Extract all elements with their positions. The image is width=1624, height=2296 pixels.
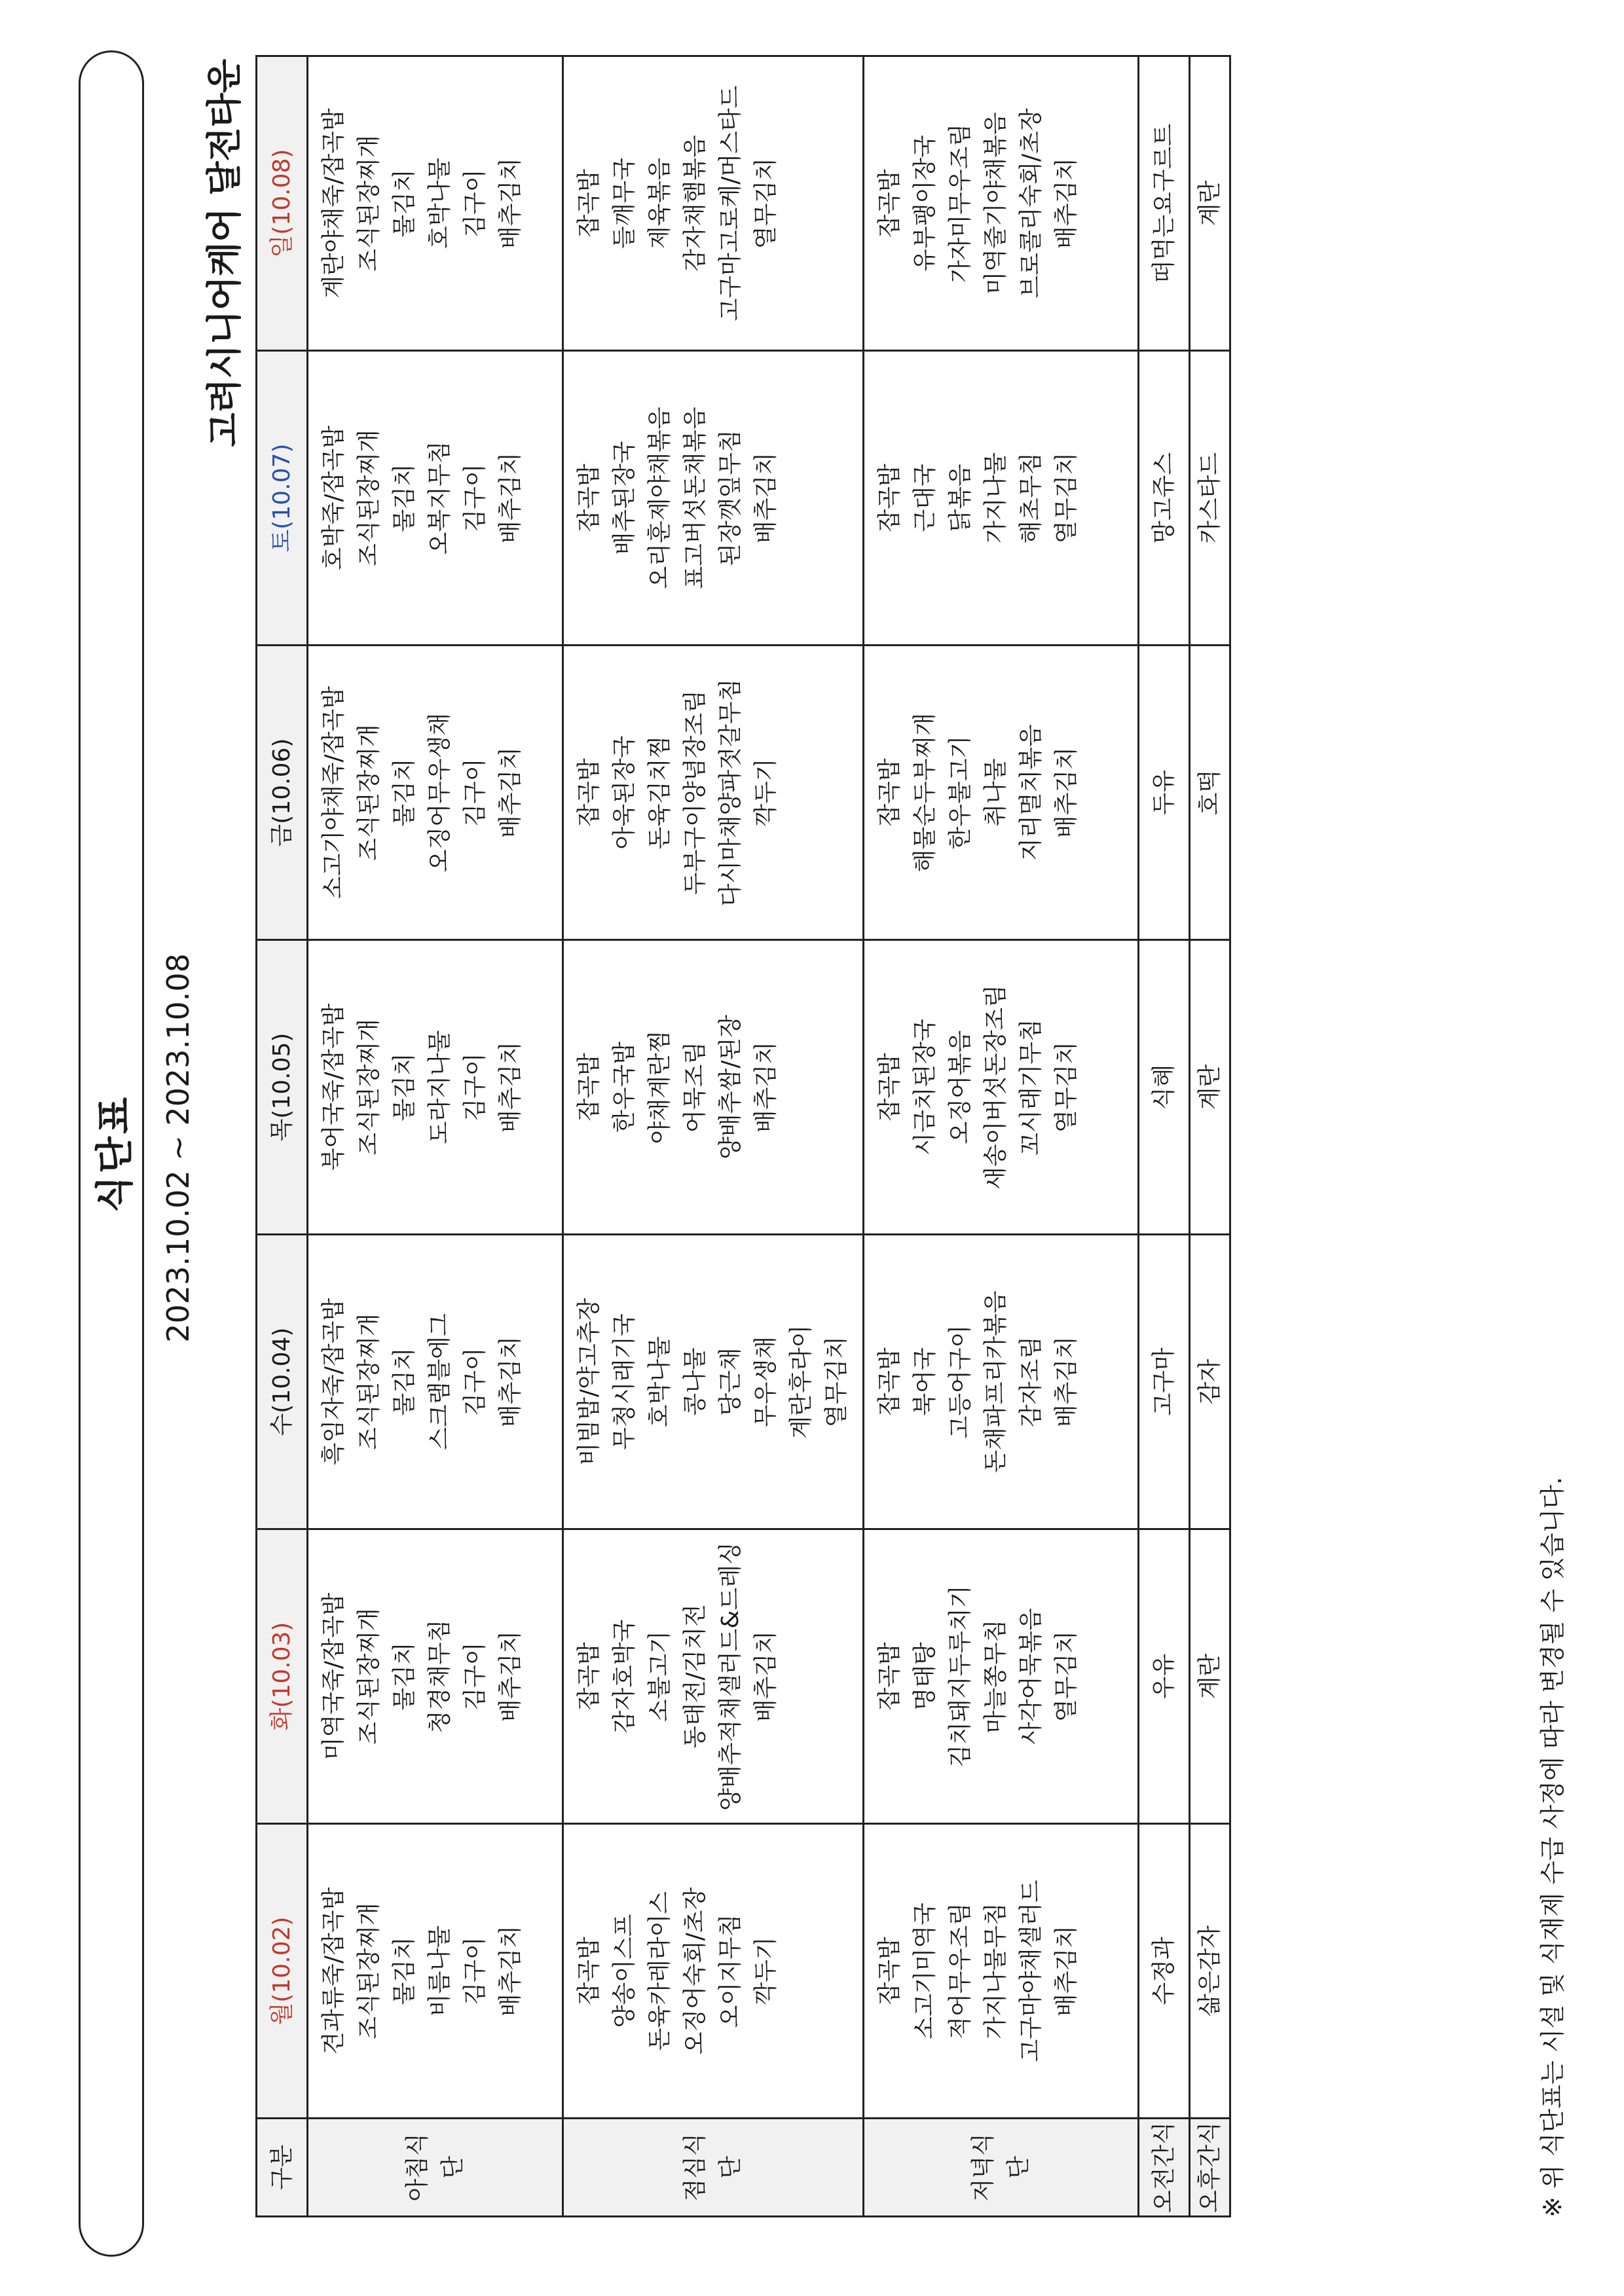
menu-item: 열무김치 — [1053, 452, 1080, 544]
menu-item: 배추김치 — [497, 452, 524, 544]
menu-item: 오복지무침 — [426, 441, 453, 555]
menu-cell — [864, 1235, 1139, 1529]
day-header-row — [257, 56, 308, 2217]
menu-item: 고구마고로케/머스타드 — [717, 85, 744, 321]
menu-item: 오이지무침 — [717, 1914, 744, 2028]
snack-cell: 계란 — [1190, 1529, 1230, 1824]
menu-item: 꼬시래기무침 — [1018, 1019, 1044, 1156]
snack-cell: 두유 — [1139, 646, 1190, 940]
menu-cell — [308, 56, 563, 351]
menu-item: 열무김치 — [1053, 1630, 1080, 1722]
menu-item: 조식된장찌개 — [356, 1903, 382, 2039]
menu-item: 잡곡밥 — [876, 758, 903, 827]
menu-item: 잡곡밥 — [876, 464, 903, 532]
menu-cell — [308, 351, 563, 646]
menu-cell — [864, 1529, 1139, 1824]
menu-item: 배추김치 — [497, 1336, 524, 1428]
menu-item: 어묵조림 — [682, 1041, 709, 1133]
menu-item: 고등어구이 — [947, 1324, 974, 1439]
day-header — [257, 1235, 308, 1529]
menu-item: 감자호박국 — [611, 1619, 638, 1734]
snack-cell: 감자 — [1190, 1235, 1230, 1529]
menu-item: 취나물 — [982, 758, 1009, 827]
menu-item: 잡곡밥 — [576, 1937, 602, 2005]
menu-item: 브로콜리숙회/초장 — [1018, 108, 1044, 299]
corner-cell: 구분 — [257, 2119, 308, 2217]
menu-item: 배추김치 — [1053, 1336, 1080, 1428]
menu-item: 유부팽이장국 — [912, 135, 938, 272]
menu-item: 배추김치 — [752, 1630, 779, 1722]
menu-item: 오징어숙회/초장 — [682, 1887, 709, 2055]
menu-item: 청경채무침 — [426, 1619, 453, 1734]
menu-cell — [864, 351, 1139, 646]
day-header — [257, 351, 308, 646]
menu-item: 동태전/김치전 — [682, 1604, 709, 1749]
menu-item: 물김치 — [391, 169, 418, 238]
day-label: 토(10.07) — [268, 443, 295, 553]
menu-item: 도라지나물 — [426, 1030, 453, 1144]
menu-item: 들깨무국 — [611, 157, 638, 249]
menu-item: 마늘쫑무침 — [982, 1619, 1009, 1734]
day-header — [257, 1529, 308, 1824]
menu-item: 김치돼지두루치기 — [947, 1585, 974, 1768]
menu-item: 잡곡밥 — [876, 1053, 903, 1121]
menu-item: 물김치 — [391, 1053, 418, 1121]
menu-item: 두부구이양념장조림 — [682, 690, 709, 895]
menu-item: 된장깻잎무침 — [717, 429, 744, 566]
menu-item: 조식된장찌개 — [356, 724, 382, 861]
snack-cell: 카스타드 — [1190, 351, 1230, 646]
menu-item: 해초무침 — [1018, 452, 1044, 544]
menu-cell — [563, 1235, 864, 1529]
menu-item: 깍두기 — [752, 758, 779, 827]
menu-item: 김구이 — [462, 464, 489, 532]
menu-item: 당근채 — [717, 1347, 744, 1416]
menu-item: 배추김치 — [497, 1041, 524, 1133]
menu-item: 닭볶음 — [947, 464, 974, 532]
menu-table — [255, 55, 1231, 2217]
menu-item: 물김치 — [391, 1642, 418, 1711]
menu-cell — [308, 1824, 563, 2119]
row-label: 아침식단 — [308, 2119, 563, 2217]
snack-cell: 호떡 — [1190, 646, 1230, 940]
menu-item: 잡곡밥 — [576, 1642, 602, 1711]
menu-item: 돈채파프리카볶음 — [982, 1290, 1009, 1473]
menu-item: 잡곡밥 — [876, 1642, 903, 1711]
menu-item: 양배추적채샐러드&드레싱 — [717, 1542, 744, 1811]
day-label: 일(10.08) — [268, 149, 295, 258]
menu-item: 조식된장찌개 — [356, 429, 382, 566]
breakfast-row — [308, 56, 563, 2217]
menu-item: 다시마채양파젓갈무침 — [717, 678, 744, 907]
menu-item: 계란야채죽/잡곡밥 — [320, 108, 347, 299]
menu-item: 미역국죽/잡곡밥 — [320, 1592, 347, 1760]
menu-item: 시금치된장국 — [912, 1019, 938, 1156]
menu-item: 아욱된장국 — [611, 735, 638, 850]
menu-item: 표고버섯돈채볶음 — [682, 407, 709, 589]
menu-item: 지리멸치볶음 — [1018, 724, 1044, 861]
menu-item: 흑임자죽/잡곡밥 — [320, 1298, 347, 1466]
menu-item: 소고기미역국 — [912, 1903, 938, 2039]
menu-cell — [864, 940, 1139, 1235]
menu-cell — [308, 1529, 563, 1824]
menu-cell — [308, 646, 563, 940]
row-label: 오후간식 — [1190, 2119, 1230, 2217]
menu-item: 열무김치 — [1053, 1041, 1080, 1133]
menu-item: 돈육카레라이스 — [646, 1891, 673, 2051]
footnote: ※ 위 식단표는 시설 및 식재제 수급 사정에 따라 변경될 수 있습니다. — [1538, 1476, 1567, 2217]
menu-item: 비빔밥/약고추장 — [576, 1298, 602, 1466]
menu-cell — [563, 1824, 864, 2119]
menu-item: 잡곡밥 — [576, 758, 602, 827]
menu-cell — [308, 940, 563, 1235]
menu-item: 조식된장찌개 — [356, 135, 382, 272]
menu-item: 김구이 — [462, 169, 489, 238]
menu-item: 견과류죽/잡곡밥 — [320, 1887, 347, 2055]
menu-item: 잡곡밥 — [576, 1053, 602, 1121]
snack-cell: 계란 — [1190, 940, 1230, 1235]
menu-item: 가지나물 — [982, 452, 1009, 544]
menu-item: 해물순두부찌개 — [912, 712, 938, 873]
menu-item: 오징어볶음 — [947, 1030, 974, 1144]
day-label: 화(10.03) — [268, 1622, 295, 1731]
menu-cell — [308, 1235, 563, 1529]
snack-cell: 고구마 — [1139, 1235, 1190, 1529]
menu-cell — [864, 56, 1139, 351]
menu-item: 잡곡밥 — [876, 1347, 903, 1416]
menu-item: 북어국죽/잡곡밥 — [320, 1003, 347, 1171]
menu-cell — [563, 940, 864, 1235]
menu-item: 열무김치 — [823, 1336, 850, 1428]
menu-item: 김구이 — [462, 1937, 489, 2005]
menu-item: 양배추쌈/된장 — [717, 1015, 744, 1159]
row-label: 점심식단 — [563, 2119, 864, 2217]
snack-cell: 망고쥬스 — [1139, 351, 1190, 646]
title-banner — [79, 50, 144, 2257]
page-title: 식단표 — [92, 1094, 137, 1213]
menu-item: 새송이버섯돈장조림 — [982, 985, 1009, 1190]
menu-item: 호박나물 — [426, 157, 453, 249]
menu-item: 깍두기 — [752, 1937, 779, 2005]
menu-item: 고구마야채샐러드 — [1018, 1880, 1044, 2062]
snack-cell: 식혜 — [1139, 940, 1190, 1235]
menu-item: 배추김치 — [497, 746, 524, 839]
day-label: 목(10.05) — [268, 1032, 295, 1142]
menu-item: 무우생채 — [752, 1336, 779, 1428]
menu-item: 감자채햄볶음 — [682, 135, 709, 272]
menu-item: 사각어묵볶음 — [1018, 1608, 1044, 1745]
row-label: 저녁식단 — [864, 2119, 1139, 2217]
dinner-row — [864, 56, 1139, 2217]
menu-item: 김구이 — [462, 1347, 489, 1416]
menu-item: 한우불고기 — [947, 735, 974, 850]
menu-item: 물김치 — [391, 464, 418, 532]
menu-item: 배추된장국 — [611, 441, 638, 555]
menu-item: 가자미무우조림 — [947, 123, 974, 283]
menu-item: 무청시래기국 — [611, 1313, 638, 1450]
menu-item: 배추김치 — [497, 157, 524, 249]
menu-cell — [864, 646, 1139, 940]
day-label: 월(10.02) — [268, 1916, 295, 2026]
menu-item: 열무김치 — [752, 157, 779, 249]
menu-item: 근대국 — [912, 464, 938, 532]
menu-item: 조식된장찌개 — [356, 1608, 382, 1745]
menu-item: 콩나물 — [682, 1347, 709, 1416]
menu-item: 양송이스프 — [611, 1914, 638, 2028]
menu-item: 돈육김치찜 — [646, 735, 673, 850]
menu-item: 오리훈제야채볶음 — [646, 407, 673, 589]
snack-cell: 삶은감자 — [1190, 1824, 1230, 2119]
menu-item: 감자조림 — [1018, 1336, 1044, 1428]
menu-item: 소불고기 — [646, 1630, 673, 1722]
menu-item: 배추김치 — [1053, 1925, 1080, 2017]
menu-item: 미역줄기야채볶음 — [982, 112, 1009, 295]
menu-item: 배추김치 — [497, 1925, 524, 2017]
menu-item: 오징어무우생채 — [426, 712, 453, 873]
menu-cell — [563, 646, 864, 940]
snack-cell: 떠먹는요구르트 — [1139, 56, 1190, 351]
menu-item: 잡곡밥 — [576, 169, 602, 238]
menu-item: 비름나물 — [426, 1925, 453, 2017]
menu-item: 잡곡밥 — [876, 169, 903, 238]
menu-item: 배추김치 — [1053, 746, 1080, 839]
menu-item: 물김치 — [391, 1937, 418, 2005]
menu-item: 김구이 — [462, 1642, 489, 1711]
menu-item: 계란후라이 — [788, 1324, 815, 1439]
menu-item: 한우국밥 — [611, 1041, 638, 1133]
day-label: 금(10.06) — [268, 738, 295, 847]
lunch-row — [563, 56, 864, 2217]
facility-name: 고려시니어케어 달전타운 — [204, 59, 245, 447]
menu-cell — [563, 351, 864, 646]
menu-cell — [864, 1824, 1139, 2119]
menu-item: 잡곡밥 — [576, 464, 602, 532]
menu-item: 야채계란찜 — [646, 1030, 673, 1144]
date-period: 2023.10.02 ~ 2023.10.08 — [160, 953, 196, 1343]
menu-item: 김구이 — [462, 758, 489, 827]
menu-item: 배추김치 — [752, 1041, 779, 1133]
day-header — [257, 56, 308, 351]
menu-item: 조식된장찌개 — [356, 1313, 382, 1450]
menu-item: 배추김치 — [752, 452, 779, 544]
menu-cell — [563, 1529, 864, 1824]
menu-item: 조식된장찌개 — [356, 1019, 382, 1156]
menu-item: 제육볶음 — [646, 157, 673, 249]
am-snack-row — [1139, 56, 1190, 2217]
pm-snack-row — [1190, 56, 1230, 2217]
day-header — [257, 1824, 308, 2119]
menu-item: 적어무우조림 — [947, 1903, 974, 2039]
menu-item: 배추김치 — [497, 1630, 524, 1722]
snack-cell: 계란 — [1190, 56, 1230, 351]
menu-item: 북어국 — [912, 1347, 938, 1416]
menu-item: 물김치 — [391, 1347, 418, 1416]
menu-item: 스크램블에그 — [426, 1313, 453, 1450]
menu-item: 잡곡밥 — [876, 1937, 903, 2005]
snack-cell: 수정과 — [1139, 1824, 1190, 2119]
menu-item: 호박나물 — [646, 1336, 673, 1428]
day-label: 수(10.04) — [268, 1327, 295, 1436]
menu-item: 명태탕 — [912, 1642, 938, 1711]
menu-item: 배추김치 — [1053, 157, 1080, 249]
menu-cell — [563, 56, 864, 351]
menu-item: 김구이 — [462, 1053, 489, 1121]
menu-item: 물김치 — [391, 758, 418, 827]
menu-item: 가지나물무침 — [982, 1903, 1009, 2039]
snack-cell: 우유 — [1139, 1529, 1190, 1824]
menu-item: 호박죽/잡곡밥 — [320, 426, 347, 570]
day-header — [257, 646, 308, 940]
day-header — [257, 940, 308, 1235]
row-label: 오전간식 — [1139, 2119, 1190, 2217]
menu-item: 소고기야채죽/잡곡밥 — [320, 685, 347, 900]
